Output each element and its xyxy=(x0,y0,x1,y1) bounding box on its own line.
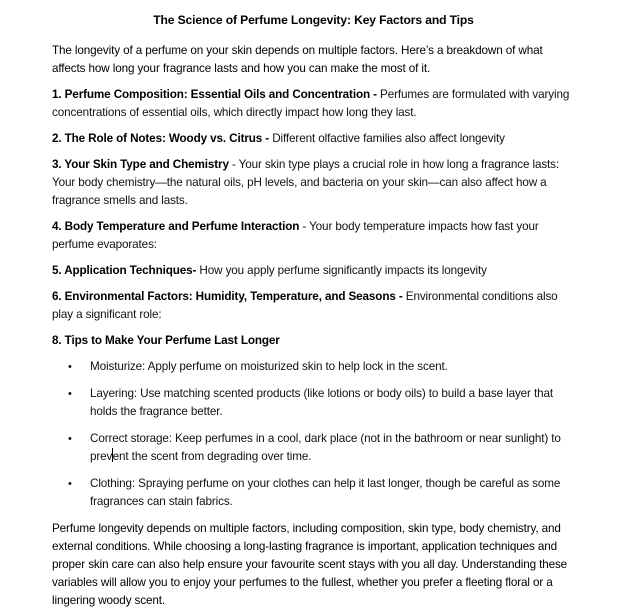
bullet-icon: • xyxy=(68,361,72,373)
tips-list xyxy=(52,358,575,511)
intro-paragraph: The longevity of a perfume on your skin depends on multiple factors. Here’s a breakdown of what affects how long your fragrance lasts and how you can make the most of it. xyxy=(52,44,543,75)
tip-text: Layering: Use matching scented products (like lotions or body oils) to build a base layer that holds the fragrance better. xyxy=(90,387,553,418)
factor-5-heading: 5. Application Techniques- xyxy=(52,264,197,277)
factor-paragraph-3 xyxy=(52,156,575,210)
tip-item-moisturize xyxy=(52,358,575,376)
tips-heading-text: 8. Tips to Make Your Perfume Last Longer xyxy=(52,334,280,347)
factor-1-heading: 1. Perfume Composition: Essential Oils and Concentration - xyxy=(52,88,377,101)
tip-text: Clothing: Spraying perfume on your clothes can help it last longer, though be careful as some fragrances can stain fabrics. xyxy=(90,477,561,508)
bullet-icon: • xyxy=(68,388,72,400)
factor-paragraph-5 xyxy=(52,262,575,280)
tip-item-layering xyxy=(52,385,575,421)
tip-text: Moisturize: Apply perfume on moisturized skin to help lock in the scent. xyxy=(90,360,448,373)
tip-item-correct-storage xyxy=(52,430,575,466)
factor-paragraph-6 xyxy=(52,288,575,324)
factor-6-heading: 6. Environmental Factors: Humidity, Temperature, and Seasons - xyxy=(52,290,403,303)
factor-4-heading: 4. Body Temperature and Perfume Interaction xyxy=(52,220,300,233)
conclusion-paragraph: Perfume longevity depends on multiple factors, including composition, skin type, body chemistry, and external conditions. While choosing a long-lasting fragrance is important, application techniques and proper skin care can also help ensure your favourite scent stays with you all day. Understanding these variables will allow you to enjoy your perfumes to the fullest, whether you prefer a fleeting floral or a lingering woody scent. xyxy=(52,522,568,607)
factor-paragraph-4 xyxy=(52,218,575,254)
document-title: The Science of Perfume Longevity: Key Factors and Tips xyxy=(153,13,474,27)
factor-paragraph-1 xyxy=(52,86,575,122)
bullet-icon: • xyxy=(68,433,72,445)
factor-2-heading: 2. The Role of Notes: Woody vs. Citrus - xyxy=(52,132,270,145)
factor-paragraph-2 xyxy=(52,130,575,148)
factor-3-heading: 3. Your Skin Type and Chemistry xyxy=(52,158,229,171)
factor-5-text: How you apply perfume significantly impacts its longevity xyxy=(196,264,487,277)
factor-6-text: Environmental conditions also play a significant role: xyxy=(52,290,558,321)
tip-text-before-caret: Correct storage: Keep perfumes in a cool, dark place (not in the bathroom or near sunlight) to prev xyxy=(90,432,561,463)
factor-2-text: Different olfactive families also affect longevity xyxy=(269,132,505,145)
factor-3-text: - Your skin type plays a crucial role in how long a fragrance lasts: Your body chemistry—the natural oils, pH levels, and bacteria on your skin—can also affect how a fragrance smells and lasts. xyxy=(52,158,560,207)
tip-item-clothing xyxy=(52,475,575,511)
factor-1-text: Perfumes are formulated with varying concentrations of essential oils, which directly impact how long they last. xyxy=(52,88,570,119)
tips-heading xyxy=(52,332,575,350)
tip-text-after-caret: ent the scent from degrading over time. xyxy=(112,450,312,463)
factor-4-text: - Your body temperature impacts how fast your perfume evaporates: xyxy=(52,220,539,251)
bullet-icon: • xyxy=(68,478,72,490)
